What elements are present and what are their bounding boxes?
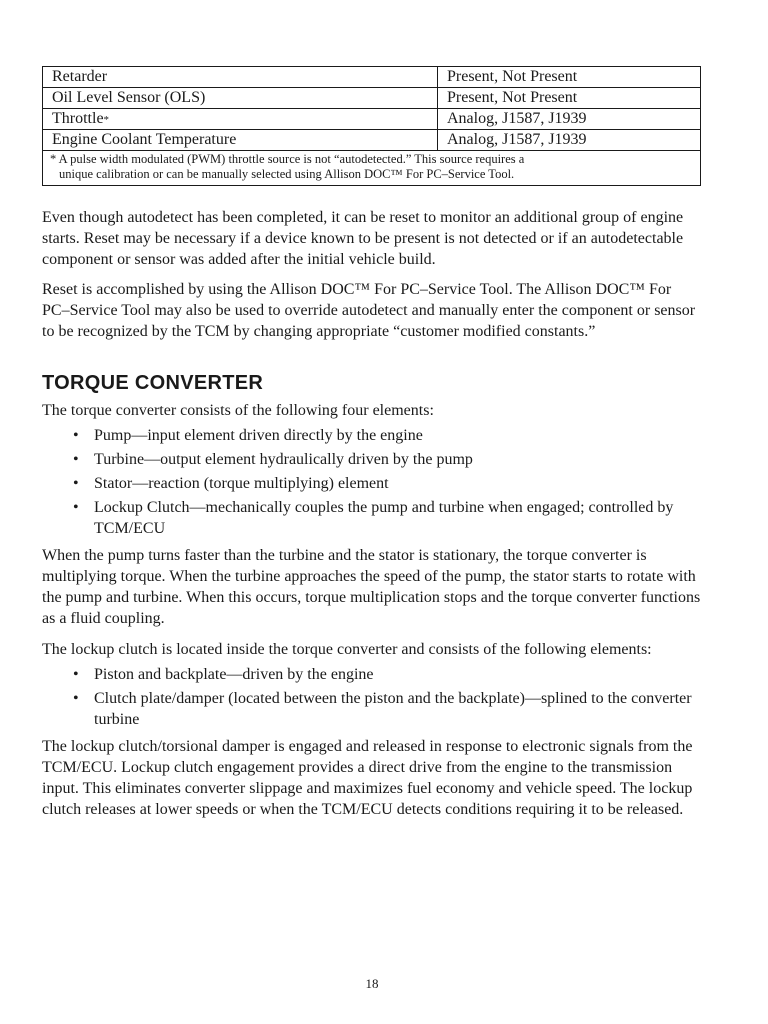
list-item (73, 664, 702, 685)
paragraph-lockup-intro: The lockup clutch is located inside the torque converter and consists of the following elements: (42, 641, 652, 658)
component-label: Throttle (52, 110, 104, 127)
list-item-text: Pump—input element driven directly by the engine (94, 427, 423, 444)
table-cell-component: Oil Level Sensor (OLS) (43, 88, 438, 109)
list-item (73, 425, 702, 446)
list-item (73, 688, 702, 730)
list-item (73, 473, 702, 494)
table-cell-component (43, 109, 438, 130)
paragraph-intro: The torque converter consists of the following four elements: (42, 402, 434, 419)
footnote-line: * A pulse width modulated (PWM) throttle source is not “autodetected.” This source requires a (50, 152, 525, 166)
list-item-text: Lockup Clutch—mechanically couples the pump and turbine when engaged; controlled by TCM/ECU (94, 499, 674, 537)
bullet: • (73, 475, 79, 492)
list-item-text: Piston and backplate—driven by the engine (94, 666, 374, 683)
paragraph-reset-method: Reset is accomplished by using the Allison DOC™ For PC–Service Tool. The Allison DOC™ For PC–Service Tool may also be used to override autodetect and manually enter the component or sensor to be recognized by the TCM by changing appropriate “customer modified constants.” (42, 281, 696, 340)
list-item-text: Stator—reaction (torque multiplying) element (94, 475, 389, 492)
list-item (73, 449, 702, 470)
paragraph-operation: When the pump turns faster than the turbine and the stator is stationary, the torque converter is multiplying torque. When the turbine approaches the speed of the pump, the stator starts to rotate with the pump and turbine. When this occurs, torque multiplication stops and the torque converter functions as a fluid coupling. (42, 547, 701, 627)
table-row (43, 67, 701, 88)
table-cell-options: Present, Not Present (438, 67, 701, 88)
footnote-line: unique calibration or can be manually selected using Allison DOC™ For PC–Service Tool. (59, 167, 515, 181)
table-cell-component: Engine Coolant Temperature (43, 130, 438, 151)
paragraph-lockup-operation: The lockup clutch/torsional damper is engaged and released in response to electronic signals from the TCM/ECU. Lockup clutch engagement provides a direct drive from the engine to the transmission input. This eliminates converter slippage and maximizes fuel economy and vehicle speed. The lockup clutch releases at lower speeds or when the TCM/ECU detects conditions requiring it to be released. (42, 738, 693, 818)
table-row (43, 130, 701, 151)
page-number: 18 (365, 976, 379, 991)
bullet: • (73, 690, 79, 707)
section-heading: TORQUE CONVERTER (42, 372, 264, 394)
bullet: • (73, 427, 79, 444)
table-cell-options: Analog, J1587, J1939 (438, 109, 701, 130)
list-item-text: Clutch plate/damper (located between the piston and the backplate)—splined to the converter turbine (94, 690, 692, 728)
table-footnote (43, 151, 701, 186)
bullet: • (73, 451, 79, 468)
autodetect-components-table (42, 66, 701, 186)
bullet: • (73, 499, 79, 516)
bullet: • (73, 666, 79, 683)
footnote-marker: * (103, 114, 110, 126)
lockup-elements-list (42, 664, 702, 730)
paragraph-autodetect-reset: Even though autodetect has been completed, it can be reset to monitor an additional group of engine starts. Reset may be necessary if a device known to be present is not detected or if an autodetectable component or sensor was added after the initial vehicle build. (42, 209, 684, 268)
table-cell-options: Analog, J1587, J1939 (438, 130, 701, 151)
table-row (43, 88, 701, 109)
table-footnote-row (43, 151, 701, 186)
document-page (42, 66, 702, 820)
list-item (73, 497, 702, 539)
table-cell-options: Present, Not Present (438, 88, 701, 109)
table-row (43, 109, 701, 130)
table-cell-component: Retarder (43, 67, 438, 88)
converter-elements-list (42, 425, 702, 539)
list-item-text: Turbine—output element hydraulically driven by the pump (94, 451, 473, 468)
